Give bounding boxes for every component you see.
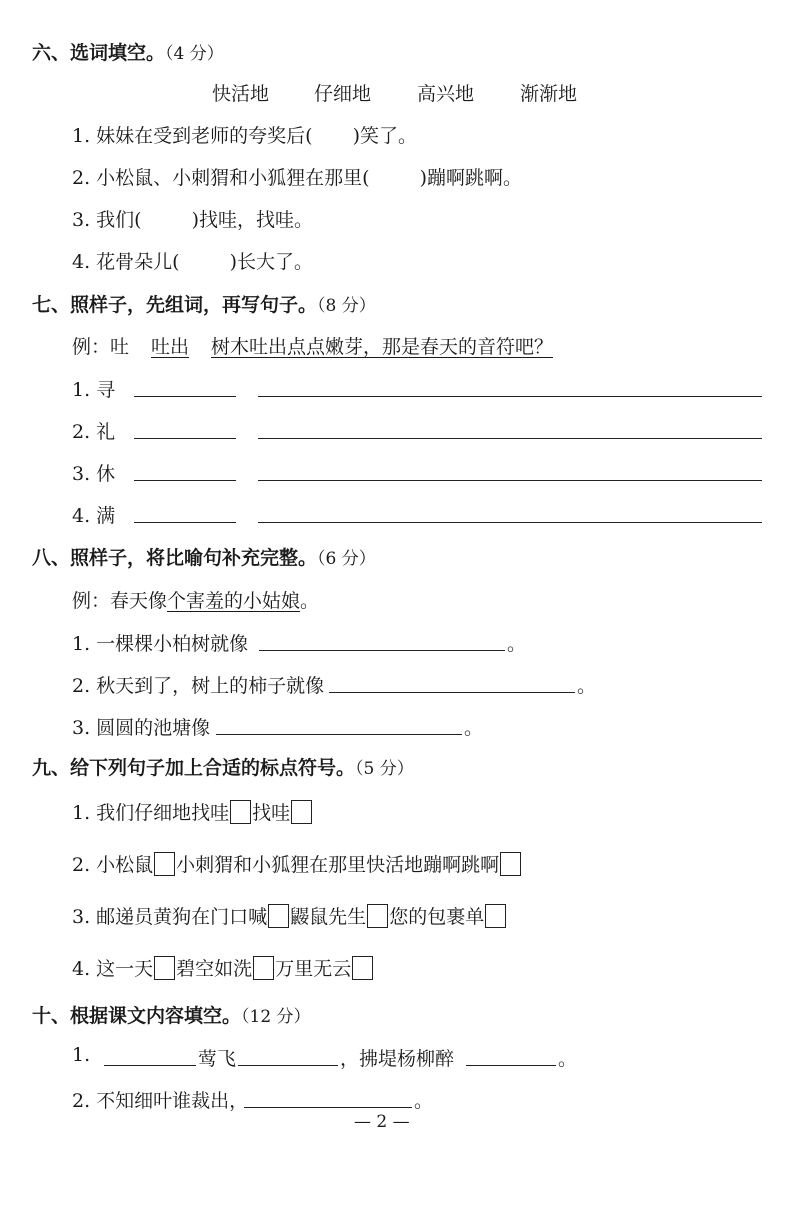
section-6-title: 六、选词填空。 (32, 42, 166, 64)
section-9-title: 九、给下列句子加上合适的标点符号。 (32, 757, 356, 779)
s7-example-prefix: 例：吐 (72, 336, 130, 358)
s7-item-2-word-blank[interactable] (134, 438, 236, 439)
s10-item-1-part-1: 莺飞 (198, 1048, 237, 1070)
s7-item-4-word-blank[interactable] (134, 522, 236, 523)
s9-item-2 (72, 850, 522, 877)
s9-item-4-seg-3: 万里无云 (275, 958, 352, 980)
section-6-points: （4 分） (165, 44, 224, 64)
section-10-heading (32, 1001, 311, 1028)
s10-item-1-blank-3[interactable] (466, 1065, 556, 1066)
s10-item-1-end: 。 (558, 1048, 578, 1070)
s7-item-1-sentence-blank[interactable] (258, 396, 762, 397)
s8-example (72, 586, 319, 613)
s8-item-3-blank[interactable] (216, 734, 462, 735)
s9-item-2-seg-2: 小刺猬和小狐狸在那里快活地蹦啊跳啊 (176, 854, 500, 876)
s7-item-4-sentence-blank[interactable] (258, 522, 762, 523)
s9-item-3-box-2[interactable] (367, 904, 388, 928)
s9-item-1 (72, 798, 313, 825)
s7-example (72, 332, 553, 359)
s8-item-1-end: 。 (507, 633, 527, 655)
s9-item-1-seg-1: 1. 我们仔细地找哇 (72, 802, 230, 824)
s8-item-1-text: 1. 一棵棵小柏树就像 (72, 633, 249, 655)
s9-item-4-box-3[interactable] (352, 956, 373, 980)
section-7-points: （8 分） (317, 296, 376, 316)
s6-item-1 (72, 121, 417, 148)
section-7-title: 七、照样子，先组词，再写句子。 (32, 294, 318, 316)
s9-item-3-box-3[interactable] (485, 904, 506, 928)
s9-item-3 (72, 902, 507, 929)
section-7-heading (32, 290, 376, 317)
s8-item-3-text: 3. 圆圆的池塘像 (72, 717, 211, 739)
s6-item-3 (72, 205, 313, 232)
s10-item-2-end: 。 (414, 1090, 434, 1112)
s9-item-3-seg-1: 3. 邮递员黄狗在门口喊 (72, 906, 268, 928)
s9-item-1-box-1[interactable] (230, 800, 251, 824)
s9-item-4-box-2[interactable] (253, 956, 274, 980)
s7-item-1-label: 1. 寻 (72, 379, 116, 401)
s6-item-3-before: 3. 我们( (72, 209, 142, 231)
section-8-points: （6 分） (317, 549, 376, 569)
s9-item-3-box-1[interactable] (268, 904, 289, 928)
s9-item-2-box-2[interactable] (500, 852, 521, 876)
s9-item-4 (72, 954, 374, 981)
s10-item-1-part-2: ，拂堤杨柳醉 (340, 1048, 455, 1070)
section-10-title: 十、根据课文内容填空。 (32, 1005, 242, 1027)
s8-example-end: 。 (300, 590, 320, 612)
s7-item-3-sentence-blank[interactable] (258, 480, 762, 481)
s6-item-4-before: 4. 花骨朵儿( (72, 251, 180, 273)
s9-item-1-seg-2: 找哇 (252, 802, 291, 824)
s9-item-2-seg-1: 2. 小松鼠 (72, 854, 154, 876)
s9-item-4-seg-2: 碧空如洗 (176, 958, 253, 980)
s9-item-2-box-1[interactable] (154, 852, 175, 876)
s7-item-2-sentence-blank[interactable] (258, 438, 762, 439)
section-9-heading (32, 753, 414, 780)
s6-item-2 (72, 163, 522, 190)
s7-item-3-word-blank[interactable] (134, 480, 236, 481)
s9-item-3-seg-2: 鼹鼠先生 (290, 906, 367, 928)
s6-item-2-before: 2. 小松鼠、小刺猬和小狐狸在那里( (72, 167, 370, 189)
word-bank-2: 仔细地 (314, 83, 372, 105)
s6-item-1-before: 1. 妹妹在受到老师的夸奖后( (72, 125, 313, 147)
s8-item-3-end: 。 (464, 717, 484, 739)
s8-item-1-blank[interactable] (259, 650, 505, 651)
s6-item-3-after: )找哇，找哇。 (191, 209, 314, 231)
s10-item-1-blank-1[interactable] (104, 1065, 196, 1066)
s6-item-4 (72, 247, 313, 274)
word-bank-1: 快活地 (212, 83, 270, 105)
s8-item-2-text: 2. 秋天到了，树上的柿子就像 (72, 675, 325, 697)
s7-example-sentence: 树木吐出点点嫩芽，那是春天的音符吧？ (211, 336, 554, 358)
s8-item-2-end: 。 (577, 675, 597, 697)
s9-item-4-box-1[interactable] (154, 956, 175, 980)
s9-item-1-box-2[interactable] (291, 800, 312, 824)
s7-item-4-label: 4. 满 (72, 505, 116, 527)
section-8-title: 八、照样子，将比喻句补充完整。 (32, 547, 318, 569)
s7-item-3-label: 3. 休 (72, 463, 116, 485)
s9-item-3-seg-3: 您的包裹单 (389, 906, 485, 928)
s10-item-1-num: 1. (72, 1044, 91, 1066)
word-bank-3: 高兴地 (417, 83, 475, 105)
s10-item-2-text: 2. 不知细叶谁裁出， (72, 1090, 249, 1112)
s8-item-2-blank[interactable] (329, 692, 575, 693)
s10-item-1-blank-2[interactable] (238, 1065, 338, 1066)
s8-example-prefix: 例：春天像 (72, 590, 168, 612)
s9-item-4-seg-1: 4. 这一天 (72, 958, 154, 980)
s7-example-word: 吐出 (151, 336, 190, 358)
word-bank-4: 渐渐地 (520, 83, 578, 105)
section-9-points: （5 分） (355, 759, 414, 779)
section-10-points: （12 分） (241, 1007, 311, 1027)
section-8-heading (32, 543, 376, 570)
s6-item-4-after: )长大了。 (229, 251, 314, 273)
page-number: — 2 — (354, 1112, 410, 1132)
s7-item-1-word-blank[interactable] (134, 396, 236, 397)
s6-item-2-after: )蹦啊跳啊。 (419, 167, 523, 189)
s8-example-underlined: 个害羞的小姑娘 (167, 590, 301, 612)
section-6-heading (32, 38, 224, 65)
s6-item-1-after: )笑了。 (352, 125, 418, 147)
s10-item-2-blank[interactable] (244, 1107, 412, 1108)
s7-item-2-label: 2. 礼 (72, 421, 116, 443)
